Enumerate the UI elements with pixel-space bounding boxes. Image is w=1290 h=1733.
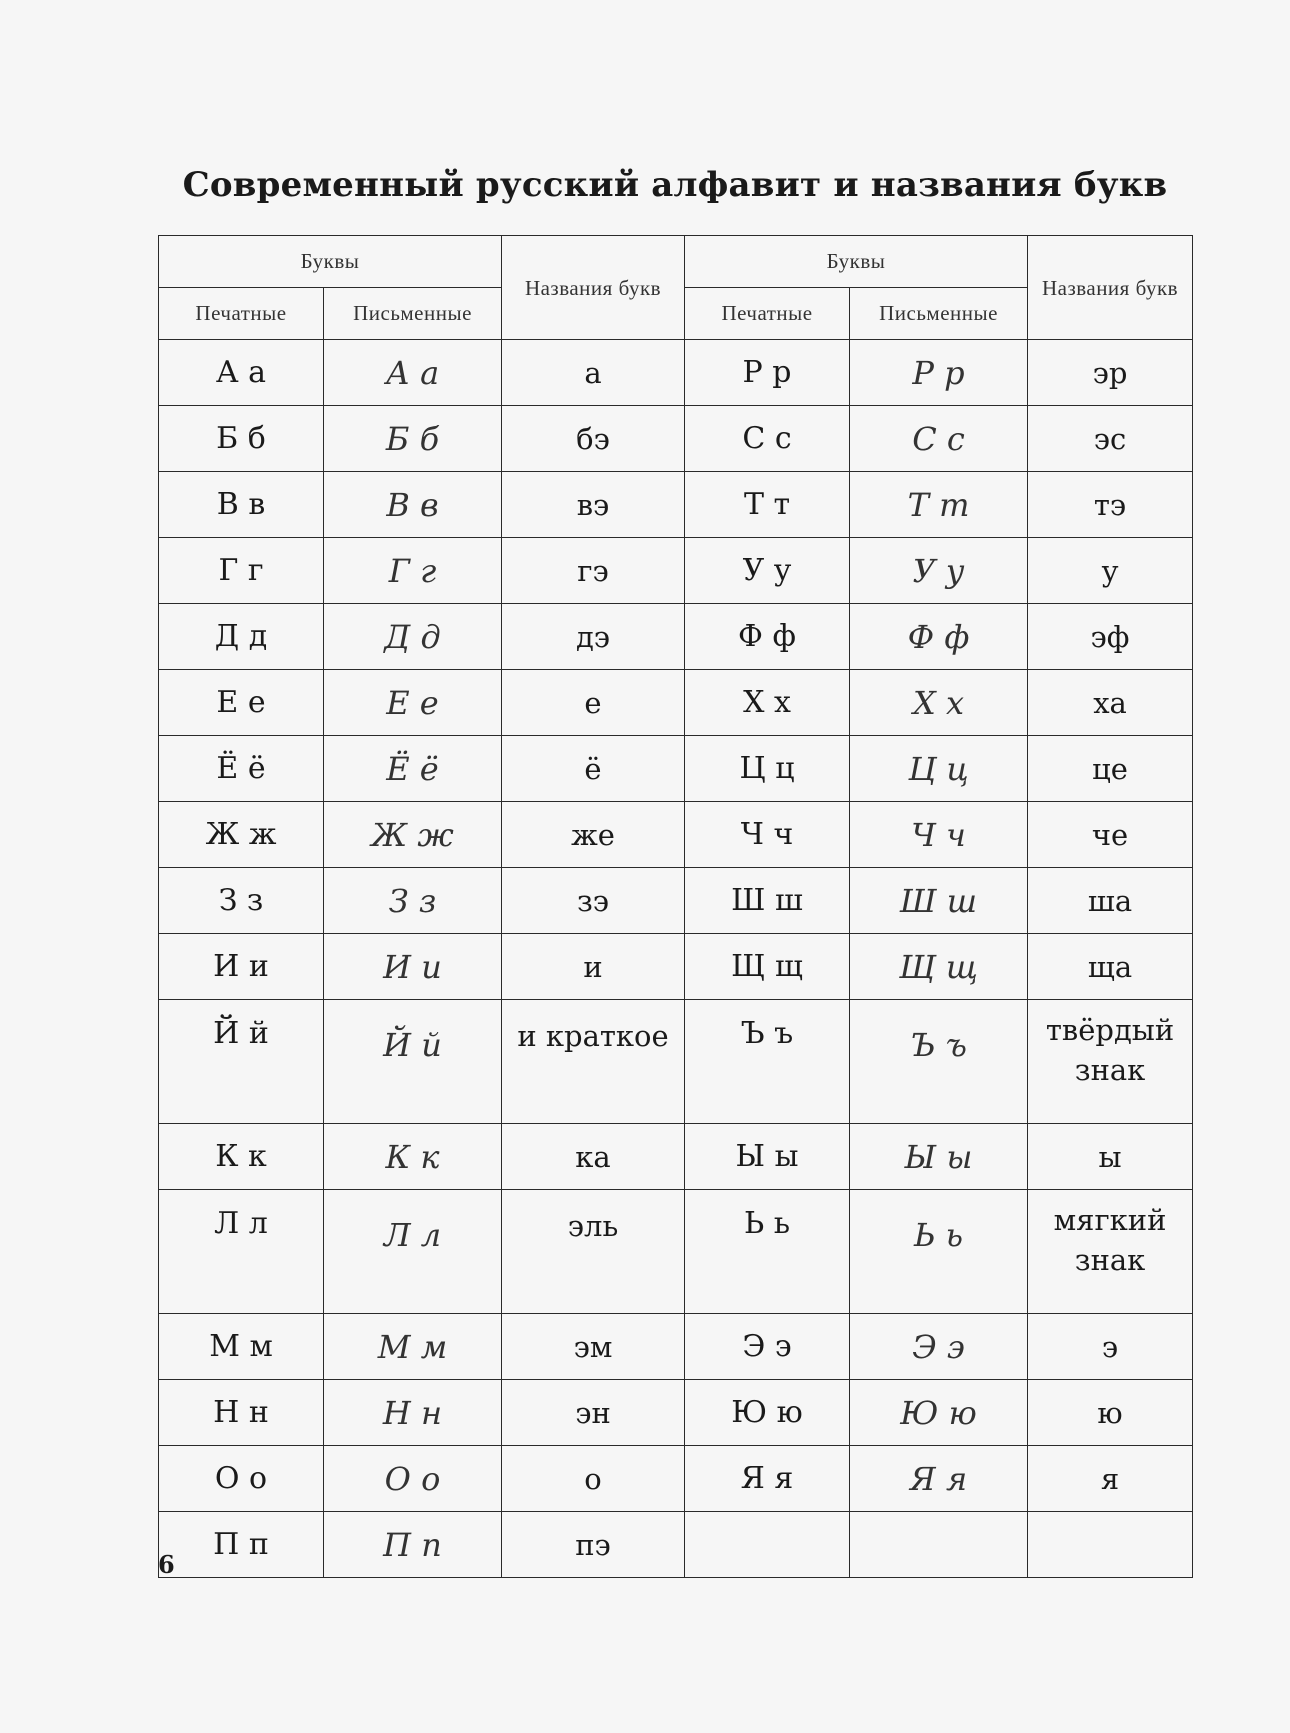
right-print-cell: Э э: [685, 1314, 850, 1380]
right-name-cell: ха: [1028, 670, 1193, 736]
left-script-cell: Й й: [324, 1000, 502, 1124]
right-name-cell: я: [1028, 1446, 1193, 1512]
right-script-cell: У у: [850, 538, 1028, 604]
table-row: [159, 868, 1193, 934]
right-print-cell: У у: [685, 538, 850, 604]
left-print-cell: З з: [159, 868, 324, 934]
letters-header-right: Буквы: [685, 236, 1028, 288]
table-row: [159, 802, 1193, 868]
left-print-cell: Г г: [159, 538, 324, 604]
right-print-cell: Т т: [685, 472, 850, 538]
left-print-cell: Ё ё: [159, 736, 324, 802]
right-print-cell: Р р: [685, 340, 850, 406]
table-row: [159, 472, 1193, 538]
right-print-cell: Ъ ъ: [685, 1000, 850, 1124]
left-name-cell: же: [502, 802, 685, 868]
right-name-cell: у: [1028, 538, 1193, 604]
written-header-left: Письменные: [324, 288, 502, 340]
left-script-cell: Н н: [324, 1380, 502, 1446]
table-row: [159, 604, 1193, 670]
left-script-cell: М м: [324, 1314, 502, 1380]
right-name-cell: эр: [1028, 340, 1193, 406]
table-row: [159, 1446, 1193, 1512]
left-name-cell: зэ: [502, 868, 685, 934]
right-print-cell: Х х: [685, 670, 850, 736]
left-script-cell: К к: [324, 1124, 502, 1190]
table-row: [159, 1314, 1193, 1380]
left-name-cell: бэ: [502, 406, 685, 472]
table-row: [159, 736, 1193, 802]
left-name-cell: гэ: [502, 538, 685, 604]
left-name-cell: эль: [502, 1190, 685, 1314]
left-print-cell: А а: [159, 340, 324, 406]
left-script-cell: З з: [324, 868, 502, 934]
right-script-cell: С с: [850, 406, 1028, 472]
right-print-cell: Я я: [685, 1446, 850, 1512]
left-script-cell: Б б: [324, 406, 502, 472]
left-name-cell: и краткое: [502, 1000, 685, 1124]
right-name-cell: ща: [1028, 934, 1193, 1000]
right-script-cell: Х х: [850, 670, 1028, 736]
left-print-cell: И и: [159, 934, 324, 1000]
table-row: [159, 934, 1193, 1000]
right-script-cell: Ц ц: [850, 736, 1028, 802]
written-header-right: Письменные: [850, 288, 1028, 340]
right-print-cell: Ф ф: [685, 604, 850, 670]
right-print-cell: Ы ы: [685, 1124, 850, 1190]
right-script-cell: Я я: [850, 1446, 1028, 1512]
right-script-cell: Щ щ: [850, 934, 1028, 1000]
right-print-cell: [685, 1512, 850, 1578]
left-script-cell: П п: [324, 1512, 502, 1578]
left-print-cell: Й й: [159, 1000, 324, 1124]
left-name-cell: е: [502, 670, 685, 736]
left-name-cell: и: [502, 934, 685, 1000]
left-name-cell: дэ: [502, 604, 685, 670]
right-name-cell: э: [1028, 1314, 1193, 1380]
right-name-cell: тэ: [1028, 472, 1193, 538]
table-row: [159, 1190, 1193, 1314]
right-name-cell: ю: [1028, 1380, 1193, 1446]
left-script-cell: Г г: [324, 538, 502, 604]
right-script-cell: Ъ ъ: [850, 1000, 1028, 1124]
right-name-cell: эф: [1028, 604, 1193, 670]
right-print-cell: Ц ц: [685, 736, 850, 802]
left-script-cell: Ё ё: [324, 736, 502, 802]
left-print-cell: П п: [159, 1512, 324, 1578]
left-print-cell: Ж ж: [159, 802, 324, 868]
right-script-cell: Ш ш: [850, 868, 1028, 934]
left-name-cell: а: [502, 340, 685, 406]
table-row: [159, 538, 1193, 604]
right-name-cell: твёрдый знак: [1028, 1000, 1193, 1124]
right-name-cell: мягкий знак: [1028, 1190, 1193, 1314]
alphabet-table: [158, 235, 1193, 1578]
left-script-cell: Л л: [324, 1190, 502, 1314]
left-name-cell: эм: [502, 1314, 685, 1380]
printed-header-left: Печатные: [159, 288, 324, 340]
left-name-cell: пэ: [502, 1512, 685, 1578]
left-print-cell: Н н: [159, 1380, 324, 1446]
alphabet-rows: [159, 340, 1193, 1578]
left-print-cell: Б б: [159, 406, 324, 472]
left-script-cell: О о: [324, 1446, 502, 1512]
left-script-cell: Ж ж: [324, 802, 502, 868]
table-row: [159, 1124, 1193, 1190]
page-number: 6: [158, 1550, 175, 1579]
table-row: [159, 1512, 1193, 1578]
right-name-cell: эс: [1028, 406, 1193, 472]
right-script-cell: Э э: [850, 1314, 1028, 1380]
right-name-cell: ы: [1028, 1124, 1193, 1190]
right-print-cell: Ю ю: [685, 1380, 850, 1446]
page-title: Современный русский алфавит и названия букв: [182, 165, 1168, 205]
left-script-cell: Е е: [324, 670, 502, 736]
left-name-cell: ё: [502, 736, 685, 802]
left-print-cell: Д д: [159, 604, 324, 670]
right-name-cell: ша: [1028, 868, 1193, 934]
table-row: [159, 1000, 1193, 1124]
right-print-cell: Ч ч: [685, 802, 850, 868]
right-script-cell: [850, 1512, 1028, 1578]
table-row: [159, 340, 1193, 406]
right-print-cell: Ш ш: [685, 868, 850, 934]
left-print-cell: К к: [159, 1124, 324, 1190]
left-print-cell: Л л: [159, 1190, 324, 1314]
right-script-cell: Ю ю: [850, 1380, 1028, 1446]
left-script-cell: И и: [324, 934, 502, 1000]
names-header-right: Названия букв: [1028, 236, 1193, 340]
right-script-cell: Т т: [850, 472, 1028, 538]
right-script-cell: Ч ч: [850, 802, 1028, 868]
right-print-cell: С с: [685, 406, 850, 472]
right-name-cell: [1028, 1512, 1193, 1578]
table-row: [159, 670, 1193, 736]
right-script-cell: Ь ь: [850, 1190, 1028, 1314]
right-script-cell: Р р: [850, 340, 1028, 406]
left-script-cell: Д д: [324, 604, 502, 670]
left-script-cell: А а: [324, 340, 502, 406]
right-script-cell: Ф ф: [850, 604, 1028, 670]
right-name-cell: це: [1028, 736, 1193, 802]
right-print-cell: Ь ь: [685, 1190, 850, 1314]
left-name-cell: ка: [502, 1124, 685, 1190]
names-header-left: Названия букв: [502, 236, 685, 340]
printed-header-right: Печатные: [685, 288, 850, 340]
table-row: [159, 1380, 1193, 1446]
right-print-cell: Щ щ: [685, 934, 850, 1000]
table-row: [159, 406, 1193, 472]
left-print-cell: В в: [159, 472, 324, 538]
left-print-cell: Е е: [159, 670, 324, 736]
left-print-cell: О о: [159, 1446, 324, 1512]
left-script-cell: В в: [324, 472, 502, 538]
left-name-cell: эн: [502, 1380, 685, 1446]
right-script-cell: Ы ы: [850, 1124, 1028, 1190]
left-name-cell: вэ: [502, 472, 685, 538]
left-print-cell: М м: [159, 1314, 324, 1380]
left-name-cell: о: [502, 1446, 685, 1512]
letters-header-left: Буквы: [159, 236, 502, 288]
right-name-cell: че: [1028, 802, 1193, 868]
